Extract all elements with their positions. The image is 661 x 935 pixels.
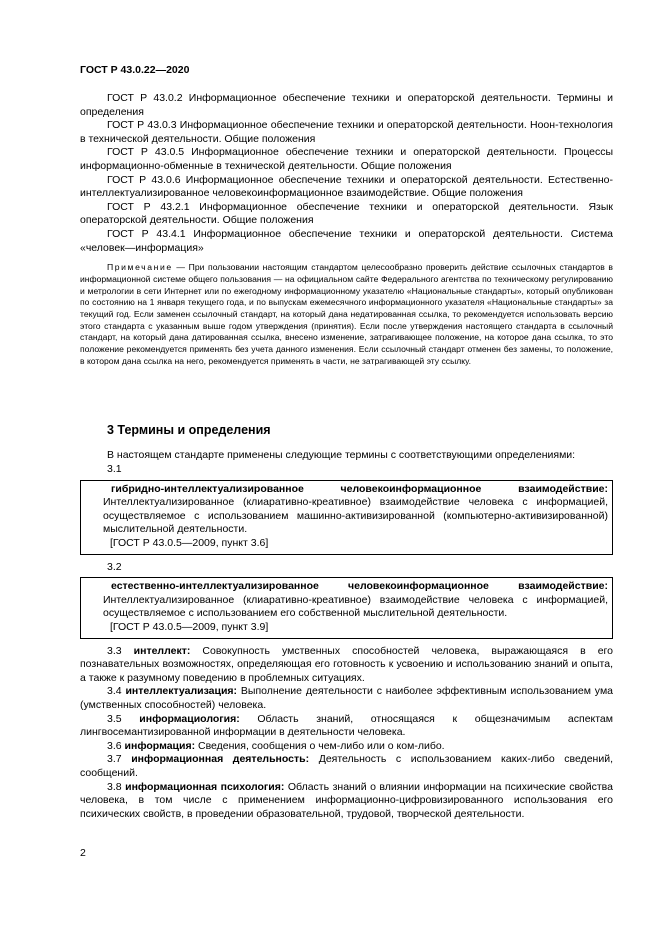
reference-item: ГОСТ Р 43.2.1 Информационное обеспечение техники и операторской деятельности. Язык операторской деятельности. Общие положения xyxy=(80,200,613,227)
term-source: [ГОСТ Р 43.0.5—2009, пункт 3.9] xyxy=(110,620,269,633)
term-entry xyxy=(103,580,608,621)
term-source: [ГОСТ Р 43.0.5—2009, пункт 3.6] xyxy=(110,537,269,550)
term-box xyxy=(80,480,613,555)
term-name: информация: xyxy=(124,739,196,752)
reference-item: ГОСТ Р 43.0.6 Информационное обеспечение техники и операторской деятельности. Естественно-интеллектуализированное человекоинформационное взаимодействие. Общие положения xyxy=(80,173,613,200)
term-entry xyxy=(80,713,613,740)
term-name: естественно-интеллектуализированное человекоинформационное взаимодействие: xyxy=(111,580,608,593)
reference-item: ГОСТ Р 43.0.2 Информационное обеспечение техники и операторской деятельности. Термины и определения xyxy=(80,92,613,118)
term-box xyxy=(80,577,613,638)
term-name: информационная деятельность: xyxy=(131,753,310,766)
term-definition: Область знаний, относящаяся к общезначимым аспектам лингвосемантизированной информации в деятельности человека. xyxy=(80,712,613,739)
page-number: 2 xyxy=(80,847,86,859)
term-definition: Область знаний о влиянии информации на психические свойства человека, в том числе с применением информационно-цифровизированного использования его психических свойств, в проведении образовательной, трудовой, творческой деятельности. xyxy=(80,780,613,820)
reference-item: ГОСТ Р 43.4.1 Информационное обеспечение техники и операторской деятельности. Система «человек—информация» xyxy=(80,227,613,254)
term-number: 3.4 xyxy=(107,685,122,698)
reference-item: ГОСТ Р 43.0.5 Информационное обеспечение техники и операторской деятельности. Процессы информационно-обменные в технической деятельности. Общие положения xyxy=(80,146,613,172)
reference-item: ГОСТ Р 43.0.3 Информационное обеспечение техники и операторской деятельности. Ноон-технология в технической деятельности. Общие положения xyxy=(80,119,613,145)
term-name: интеллектуализация: xyxy=(125,685,238,698)
term-name: интеллект: xyxy=(133,644,191,657)
term-entry xyxy=(80,781,613,822)
term-number: 3.1 xyxy=(107,463,122,476)
term-entry xyxy=(103,483,608,537)
term-number: 3.7 xyxy=(107,753,122,766)
term-number: 3.2 xyxy=(107,560,122,573)
term-number: 3.8 xyxy=(107,780,122,793)
document-header: ГОСТ Р 43.0.22—2020 xyxy=(80,64,190,76)
term-definition: Интеллектуализированное (клиаративно-креативное) взаимодействие человека с информацией, осуществляемое с использованием машинно-активизированной (компьютерно-активизированной) мыслительной деятельности. xyxy=(103,496,608,536)
term-entry xyxy=(80,685,613,712)
term-number: 3.3 xyxy=(107,644,122,657)
term-definition: Деятельность с использованием каких-либо сведений, сообщений. xyxy=(80,753,614,779)
note-label: Примечание xyxy=(107,262,173,273)
term-entry xyxy=(80,753,613,780)
note xyxy=(80,262,613,367)
term-number: 3.5 xyxy=(107,712,122,725)
term-entry xyxy=(80,645,613,686)
term-definition: Совокупность умственных способностей человека, выражающаяся в его познавательных возможностях, определяющая его готовность к усвоению и использованию знаний и опыта, а также к разумному поведению в проблемных ситуациях. xyxy=(80,644,613,684)
term-definition: Сведения, сообщения о чем-либо или о ком-либо. xyxy=(195,739,445,752)
note-text: — При пользовании настоящим стандартом целесообразно проверить действие ссылочных стандартов в информационной системе общего пользования — на официальном сайте Федерального агентства по техническому регулированию и метрологии в сети Интернет или по ежегодному информационному указателю «Национальные стандарты», который опубликован по состоянию на 1 января текущего года, и по выпускам ежемесячного информационного указателя «Национальные стандарты» за текущий год. Если заменен ссылочный стандарт, на который дана недатированная ссылка, то рекомендуется использовать версию этого стандарта с указанным выше годом утверждения (принятия). Если после утверждения настоящего стандарта в ссылочный стандарт, на который дана датированная ссылка, внесено изменение, затрагивающее положение, на которое дана ссылка, то это положение рекомендуется применять без учета данного изменения. Если ссылочный стандарт отменен без замены, то положение, в котором дана ссылка на него, рекомендуется применять в части, не затрагивающей эту ссылку. xyxy=(80,262,613,366)
term-definition: Интеллектуализированное (клиаративно-креативное) взаимодействие человека с информацией, осуществляемое с использованием его собственной мыслительной деятельности. xyxy=(103,593,608,620)
section-intro: В настоящем стандарте применены следующие термины с соответствующими определениями: xyxy=(107,449,576,462)
term-name: гибридно-интеллектуализированное человекоинформационное взаимодействие: xyxy=(111,482,608,495)
term-name: информациология: xyxy=(139,712,240,725)
term-number: 3.6 xyxy=(107,739,122,752)
document-body xyxy=(80,92,613,821)
term-name: информационная психология: xyxy=(125,780,285,793)
term-definition: Выполнение деятельности с наиболее эффективным использованием ума (умственных способностей) человека. xyxy=(80,685,613,711)
section-title: 3 Термины и определения xyxy=(107,423,271,438)
term-entry xyxy=(80,740,613,754)
